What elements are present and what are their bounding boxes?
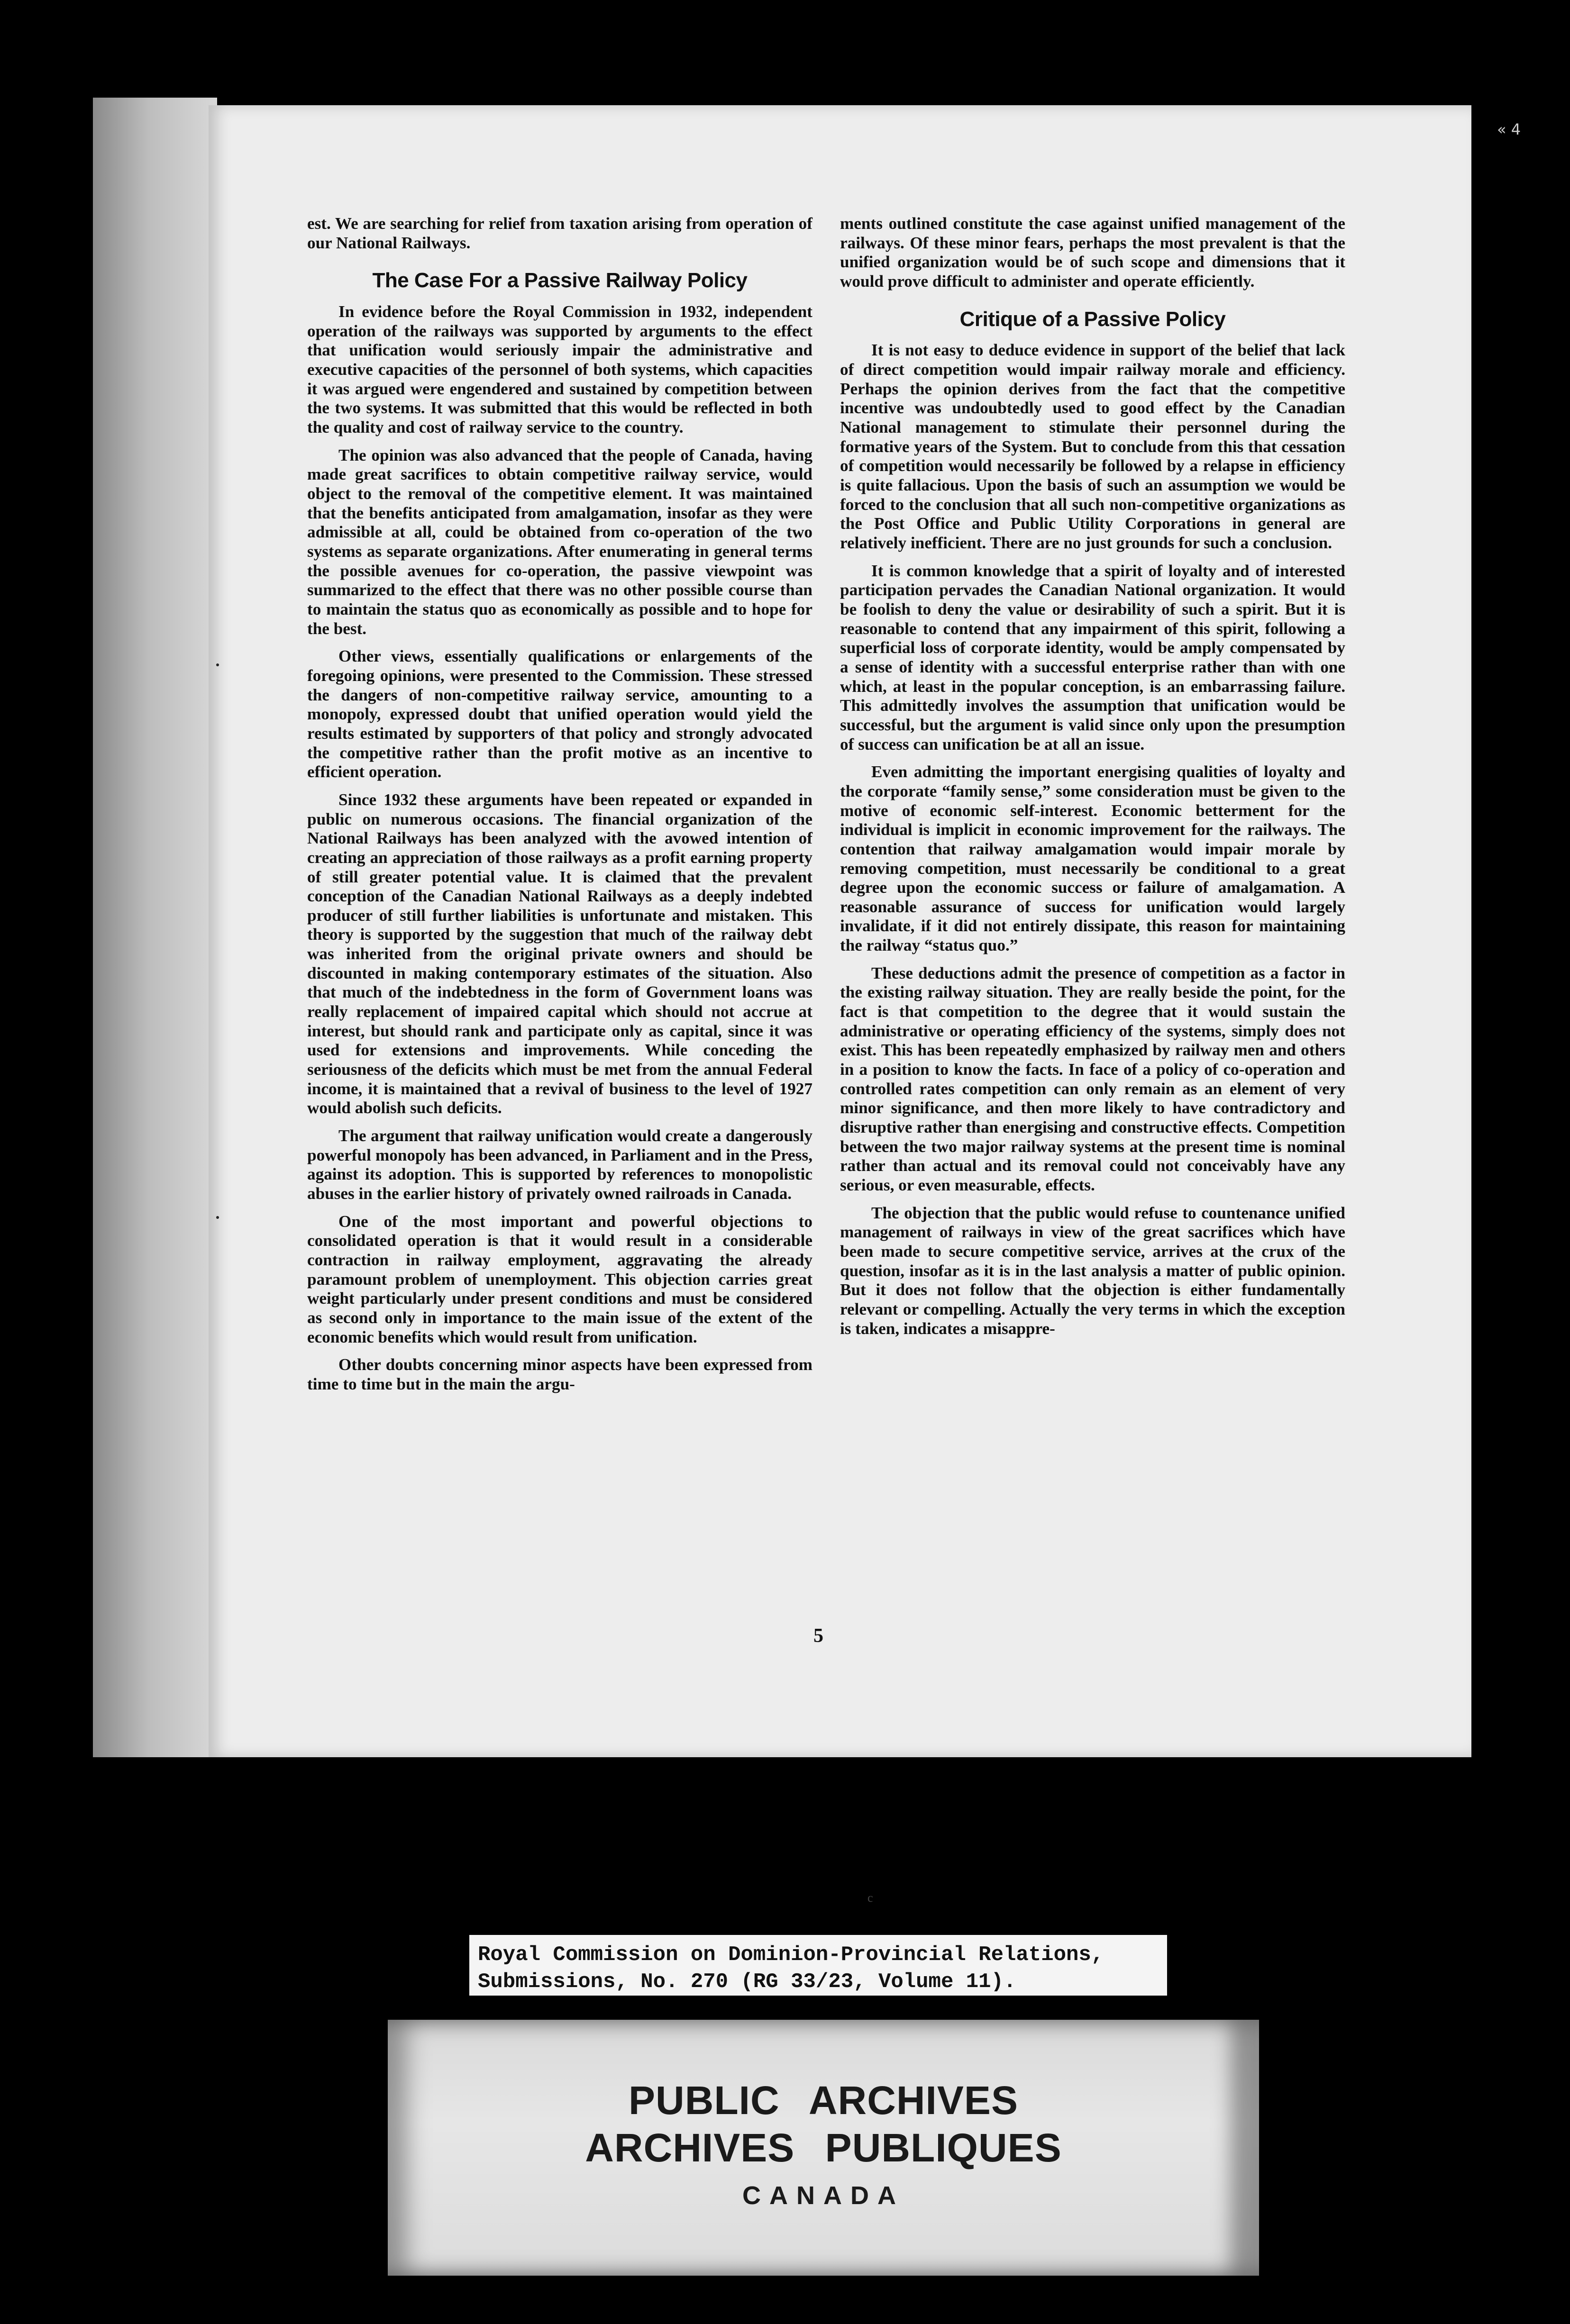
paragraph: Since 1932 these arguments have been repeated or expanded in public on numerous occasions. The financial organization of the National Railways has been analyzed with the avowed intention of creating an appreciation of those railways as a profit earning property of still greater potential value. It is claimed that the prevalent conception of the Canadian National Railways as a deeply indebted producer of still further liabilities is unfortunate and mistaken. This theory is supported by the suggestion that much of the railway debt was inherited from the original private owners and should be discounted in making contemporary estimates of the situation. Also that much of the indebtedness in the form of Government loans was really replacement of impaired capital which should not accrue at interest, but should rank and participate only as capital, since it was used for extensions and improvements. While conceding the seriousness of the deficits which must be met from the annual Federal income, it is maintained that a revival of business to the level of 1927 would abolish such deficits.: [307, 790, 812, 1117]
left-column: [307, 214, 812, 1403]
paragraph: Even admitting the important energising qualities of loyalty and the corporate “family sense,” some consideration must be given to the motive of economic self-interest. Economic betterment for the individual is implicit in economic improvement for the railways. The contention that railway amalgamation would impair morale by removing competition, must necessarily be conditional to a great degree upon the economic success or failure of amalgamation. A reasonable assurance of success for unification would largely invalidate, if it did not entirely dissipate, this reason for maintaining the railway “status quo.”: [840, 763, 1345, 955]
archives-stamp: [388, 2020, 1259, 2276]
corner-mark: « 4: [1497, 120, 1521, 138]
page-number: 5: [813, 1625, 823, 1647]
paragraph: est. We are searching for relief from taxation arising from operation of our National Railways.: [307, 214, 812, 252]
paragraph: In evidence before the Royal Commission in 1932, independent operation of the railways was supported by arguments to the effect that unification would seriously impair the administrative and executive capacities of the personnel of both systems, which capacities it was argued were engendered and sustained by competition between the two systems. It was submitted that this would be reflected in both the quality and cost of railway service to the country.: [307, 302, 812, 437]
scanned-page-edge: [93, 98, 217, 1757]
paragraph: The opinion was also advanced that the people of Canada, having made great sacrifices to obtain competitive railway service, would object to the removal of the competitive element. It was maintained that the benefits anticipated from amalgamation, insofar as they were admissible at all, could be obtained from co-operation of the two systems as separate organizations. After enumerating in general terms the possible avenues for co-operation, the passive viewpoint was summarized to the effect that there was no other possible course than to maintain the status quo as economically as possible and to hope for the best.: [307, 445, 812, 638]
citation-line-1: Royal Commission on Dominion-Provincial Relations,: [478, 1943, 1104, 1967]
stamp-line-archives-publiques: ARCHIVES PUBLIQUES: [585, 2125, 1062, 2170]
scan-spot: c: [867, 1891, 873, 1905]
margin-tick-mark: [216, 663, 219, 666]
stamp-line-public-archives: PUBLIC ARCHIVES: [629, 2078, 1018, 2123]
paragraph: ments outlined constitute the case against unified management of the railways. Of these minor fears, perhaps the most prevalent is that the unified organization would be of such scope and dimensions that it would prove difficult to administer and operate efficiently.: [840, 214, 1345, 290]
stamp-line-canada: CANADA: [742, 2181, 904, 2210]
citation-line-2: Submissions, No. 270 (RG 33/23, Volume 11).: [478, 1970, 1016, 1994]
margin-tick-mark: [216, 1216, 219, 1219]
right-column: [840, 214, 1345, 1347]
paragraph: Other views, essentially qualifications or enlargements of the foregoing opinions, were presented to the Commission. These stressed the dangers of non-competitive railway service, amounting to a monopoly, expressed doubt that unified operation would yield the results estimated by supporters of that policy and strongly advocated the competitive rather than the profit motive as an incentive to efficient operation.: [307, 647, 812, 781]
paragraph: Other doubts concerning minor aspects have been expressed from time to time but in the main the argu-: [307, 1355, 812, 1393]
paragraph: It is common knowledge that a spirit of loyalty and of interested participation pervades the Canadian National organization. It would be foolish to deny the value or desirability of such a spirit. But it is reasonable to contend that any impairment of this spirit, following a superficial loss of corporate identity, would be amply compensated by a sense of identity with a successful enterprise rather than with one which, at least in the popular conception, is an embarrassing failure. This admittedly involves the assumption that unification would be successful, but the argument is valid since only upon the presumption of success can unification be at all an issue.: [840, 561, 1345, 753]
archive-citation-label: [469, 1935, 1167, 1996]
section-heading: Critique of a Passive Policy: [959, 307, 1226, 331]
paragraph: It is not easy to deduce evidence in support of the belief that lack of direct competition would impair railway morale and efficiency. Perhaps the opinion derives from the fact that the competitive incentive was undoubtedly used to good effect by the Canadian National management to stimulate their personnel during the formative years of the System. But to conclude from this that cessation of competition would necessarily be followed by a relapse in efficiency is quite fallacious. Upon the basis of such an assumption we would be forced to the conclusion that all such non-competitive organizations as the Post Office and Public Utility Corporations in general are relatively inefficient. There are no just grounds for such a conclusion.: [840, 341, 1345, 552]
section-heading: The Case For a Passive Railway Policy: [372, 269, 748, 292]
paragraph: These deductions admit the presence of competition as a factor in the existing railway situation. They are really beside the point, for the fact is that competition to the degree that it would sustain the administrative or operating efficiency of the systems, simply does not exist. This has been repeatedly emphasized by railway men and others in a position to know the facts. In face of a policy of co-operation and controlled rates competition can only remain as an element of very minor significance, and then more likely to have contradictory and disruptive rather than energising and constructive effects. Competition between the two major railway systems at the present time is nominal rather than actual and its removal could not conceivably have any serious, or even measurable, effects.: [840, 963, 1345, 1194]
document-page: [209, 105, 1471, 1757]
paragraph: The argument that railway unification would create a dangerously powerful monopoly has been advanced, in Parliament and in the Press, against its adoption. This is supported by references to monopolistic abuses in the earlier history of privately owned railroads in Canada.: [307, 1126, 812, 1203]
paragraph: The objection that the public would refuse to countenance unified management of railways in view of the great sacrifices which have been made to secure competitive service, arrives at the crux of the question, insofar as it is in the last analysis a matter of public opinion. But it does not follow that the objection is either fundamentally relevant or compelling. Actually the very terms in which the exception is taken, indicates a misappre-: [840, 1203, 1345, 1338]
paragraph: One of the most important and powerful objections to consolidated operation is that it would result in a considerable contraction in railway employment, aggravating the already paramount problem of unemployment. This objection carries great weight particularly under present conditions and must be considered as second only in importance to the main issue of the extent of the economic benefits which would result from unification.: [307, 1212, 812, 1346]
